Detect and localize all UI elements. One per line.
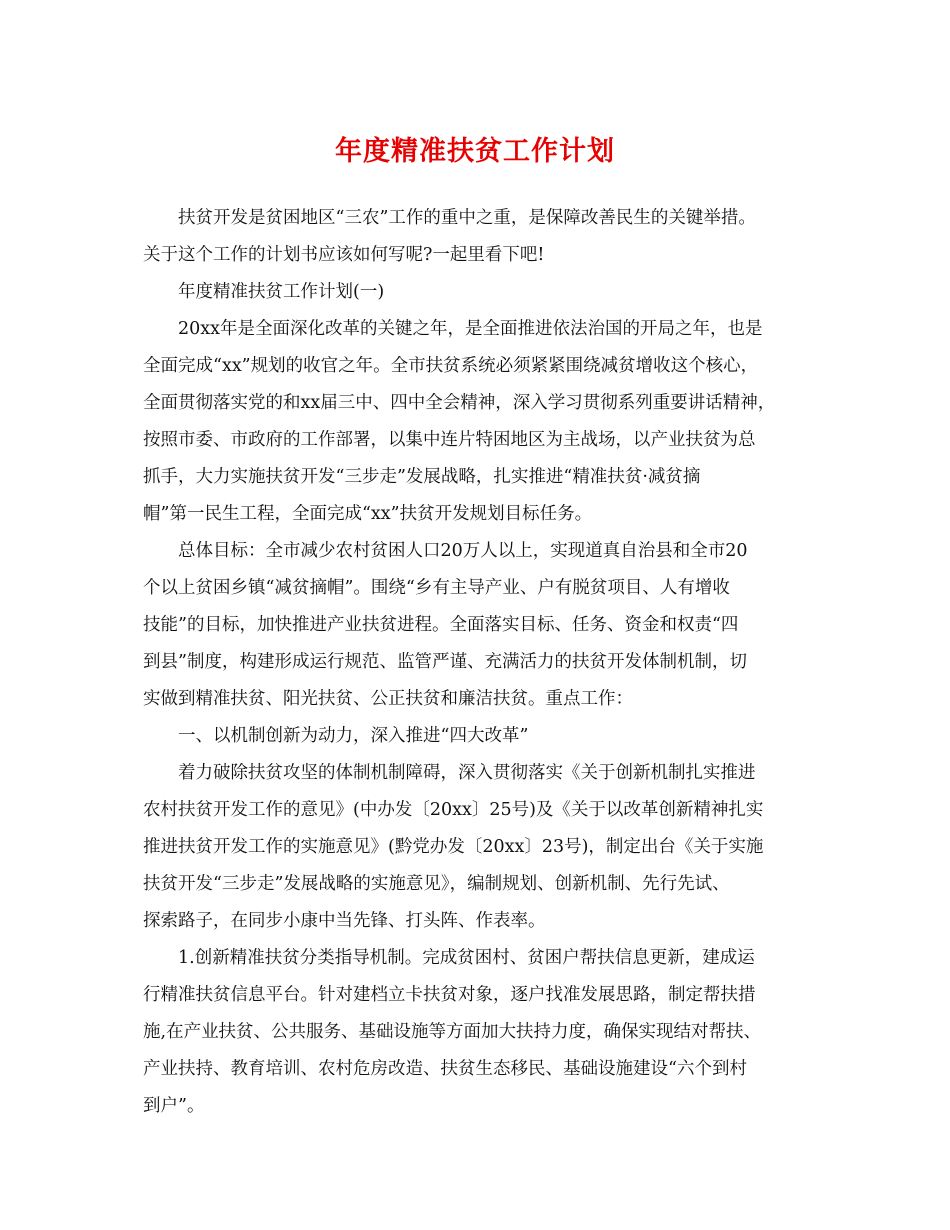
paragraph-line: 农村扶贫开发工作的意见》(中办发〔20xx〕25号)及《关于以改革创新精神扎实 (143, 800, 764, 820)
paragraph-line: 扶贫开发“三步走”发展战略的实施意见》，编制规划、创新机制、先行先试、 (143, 874, 730, 894)
paragraph-line: 探索路子，在同步小康中当先锋、打头阵、作表率。 (143, 911, 546, 931)
paragraph-line: 个以上贫困乡镇“减贫摘帽”。围绕“乡有主导产业、户有脱贫项目、人有增收 (143, 578, 730, 598)
paragraph-line: 总体目标：全市减少农村贫困人口20万人以上，实现道真自治县和全市20 (178, 541, 748, 561)
paragraph-line: 抓手，大力实施扶贫开发“三步走”发展战略，扎实推进“精准扶贫·减贫摘 (143, 467, 701, 487)
section-heading: 一、以机制创新为动力，深入推进“四大改革” (178, 726, 529, 746)
paragraph-line: 1.创新精准扶贫分类指导机制。完成贫困村、贫困户帮扶信息更新，建成运 (178, 948, 755, 968)
paragraph-line: 20xx年是全面深化改革的关键之年，是全面推进依法治国的开局之年，也是 (178, 319, 763, 339)
paragraph-line: 到县”制度，构建形成运行规范、监管严谨、充满活力的扶贫开发体制机制，切 (143, 652, 747, 672)
paragraph-line: 全面贯彻落实党的和xx届三中、四中全会精神，深入学习贯彻系列重要讲话精神， (143, 393, 776, 413)
paragraph-line: 帽”第一民生工程，全面完成“xx”扶贫开发规划目标任务。 (143, 504, 593, 524)
paragraph-line: 产业扶持、教育培训、农村危房改造、扶贫生态移民、基础设施建设“六个到村 (143, 1059, 747, 1079)
paragraph-line: 技能”的目标，加快推进产业扶贫进程。全面落实目标、任务、资金和权责“四 (143, 615, 739, 635)
paragraph-line: 推进扶贫开发工作的实施意见》(黔党办发〔20xx〕23号)，制定出台《关于实施 (143, 837, 764, 857)
document-body (143, 200, 809, 1125)
paragraph-line: 实做到精准扶贫、阳光扶贫、公正扶贫和廉洁扶贫。重点工作： (143, 689, 633, 709)
section-heading: 年度精准扶贫工作计划(一) (178, 282, 385, 302)
paragraph-line: 关于这个工作的计划书应该如何写呢?一起里看下吧! (143, 245, 545, 265)
paragraph-line: 施,在产业扶贫、公共服务、基础设施等方面加大扶持力度，确保实现结对帮扶、 (143, 1022, 762, 1042)
paragraph-line: 着力破除扶贫攻坚的体制机制障碍，深入贯彻落实《关于创新机制扎实推进 (178, 763, 756, 783)
paragraph-line: 扶贫开发是贫困地区“三农”工作的重中之重，是保障改善民生的关键举措。 (178, 208, 756, 228)
paragraph-line: 行精准扶贫信息平台。针对建档立卡扶贫对象，逐户找准发展思路，制定帮扶措 (143, 985, 756, 1005)
paragraph-line: 到户”。 (143, 1096, 205, 1116)
paragraph-line: 全面完成“xx”规划的收官之年。全市扶贫系统必须紧紧围绕减贫增收这个核心， (143, 356, 759, 376)
paragraph-line: 按照市委、市政府的工作部署，以集中连片特困地区为主战场，以产业扶贫为总 (143, 430, 756, 450)
document-title: 年度精准扶贫工作计划 (335, 136, 615, 167)
